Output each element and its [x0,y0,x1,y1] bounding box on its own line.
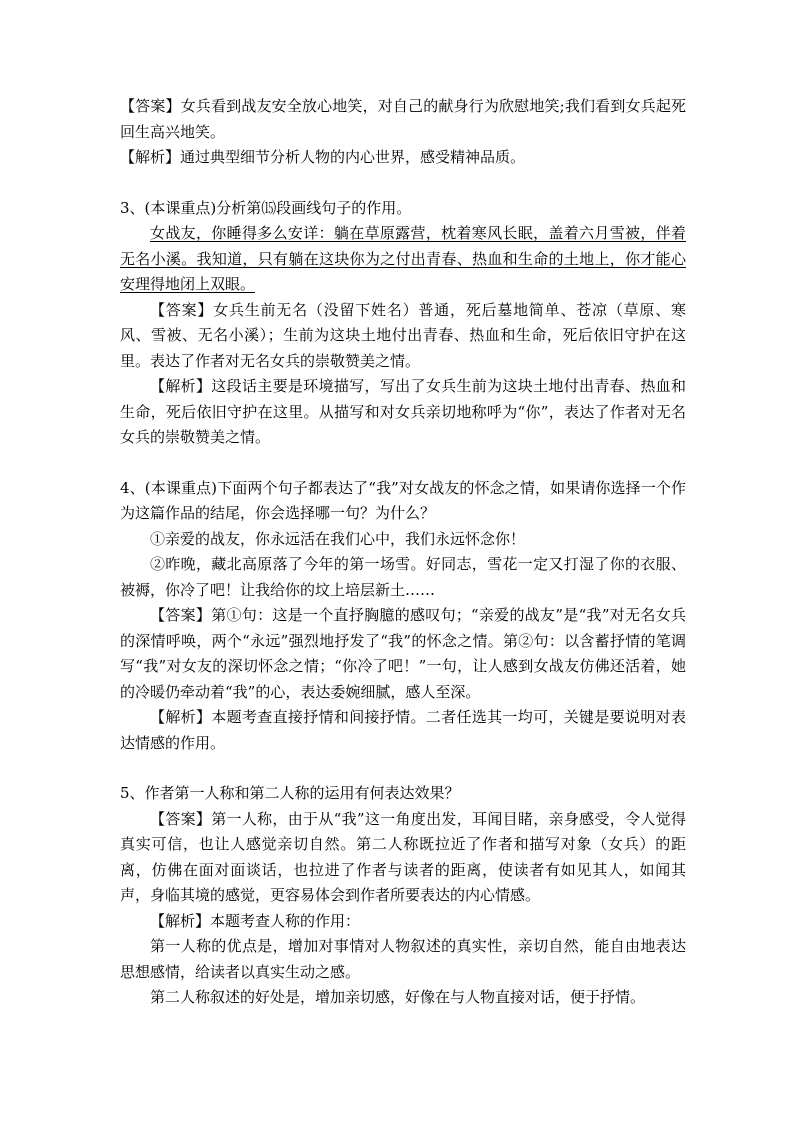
q4-question: 4、(本课重点)下面两个句子都表达了“我”对女战友的怀念之情，如果请你选择一个作为这篇作品的结尾，你会选择哪一句？为什么？ [120,478,686,522]
q3-answer [120,298,686,375]
q4-option-2: ②昨晚，藏北高原落了今年的第一场雪。好同志，雪花一定又打湿了你的衣服、被褥，你冷了吧！让我给你的坟上培层新土…… [120,555,686,599]
q3-question: 3、(本课重点)分析第⒂段画线句子的作用。 [120,198,412,217]
q5-analysis [120,909,686,935]
q2-analysis [120,145,686,171]
underlined-quote: 女战友，你睡得多么安详：躺在草原露营，枕着寒风长眠，盖着六月雪被，伴着无名小溪。我知道，只有躺在这块你为之付出青春、热血和生命的土地上，你才能心安理得地闭上双眼。 [120,224,686,293]
analysis-tag: 【解析】 [120,148,181,166]
analysis-tag: 【解析】 [150,708,212,726]
analysis-text: 本题考查直接抒情和间接抒情。二者任选其一均可，关键是要说明对表达情感的作用。 [120,708,686,752]
answer-tag: 【答案】 [150,606,212,624]
answer-tag: 【答案】 [150,300,214,319]
q4-analysis [120,705,686,756]
analysis-text: 这段话主要是环境描写，写出了女兵生前为这块土地付出青春、热血和生命，死后依旧守护在这里。从描写和对女兵亲切地称呼为“你”，表达了作者对无名女兵的崇敬赞美之情。 [120,377,686,446]
analysis-text: 通过典型细节分析人物的内心世界，感受精神品质。 [180,148,526,166]
analysis-tag: 【解析】 [150,911,211,930]
answer-tag: 【答案】 [120,97,181,115]
q4-answer [120,603,686,705]
answer-text: 女兵看到战友安全放心地笑，对自己的献身行为欣慰地笑;我们看到女兵起死回生高兴地笑。 [120,97,686,141]
answer-text: 女兵生前无名（没留下姓名）普通，死后墓地简单、苍凉（草原、寒风、雪被、无名小溪）；生前为这块土地付出青春、热血和生命，死后依旧守护在这里。表达了作者对无名女兵的崇敬赞美之情。 [120,300,686,370]
q5-point-1: 第一人称的优点是，增加对事情对人物叙述的真实性，亲切自然，能自由地表达思想感情，给读者以真实生动之感。 [120,937,686,981]
q4-option-1: ①亲爱的战友，你永远活在我们心中，我们永远怀念你！ [150,529,526,548]
q5-answer [120,807,686,909]
answer-text: 第一人称，由于从“我”这一角度出发，耳闻目睹，亲身感受，令人觉得真实可信，也让人感觉亲切自然。第二人称既拉近了作者和描写对象（女兵）的距离，仿佛在面对面谈话，也拉进了作者与读者的距离，使读者有如见其人，如闻其声，身临其境的感觉，更容易体会到作者所要表达的内心情感。 [120,809,686,904]
q5-question: 5、作者第一人称和第二人称的运用有何表达效果？ [120,784,460,802]
q3-analysis [120,374,686,451]
analysis-text: 本题考查人称的作用： [210,911,361,930]
answer-tag: 【答案】 [150,809,212,828]
answer-text: 第①句：这是一个直抒胸臆的感叹句；“亲爱的战友”是“我”对无名女兵的深情呼唤，两个“永远”强烈地抒发了“我”的怀念之情。第②句：以含蓄抒情的笔调写“我”对女友的深切怀念之情；“你冷了吧！”一句，让人感到女战友仿佛还活着，她的冷暖仍牵动着“我”的心，表达委婉细腻，感人至深。 [120,606,686,701]
analysis-tag: 【解析】 [150,377,212,395]
q2-answer [120,94,686,145]
document-content [120,94,686,1011]
q5-point-2: 第二人称叙述的好处是，增加亲切感，好像在与人物直接对话，便于抒情。 [150,988,646,1006]
q3-quote [120,221,686,298]
